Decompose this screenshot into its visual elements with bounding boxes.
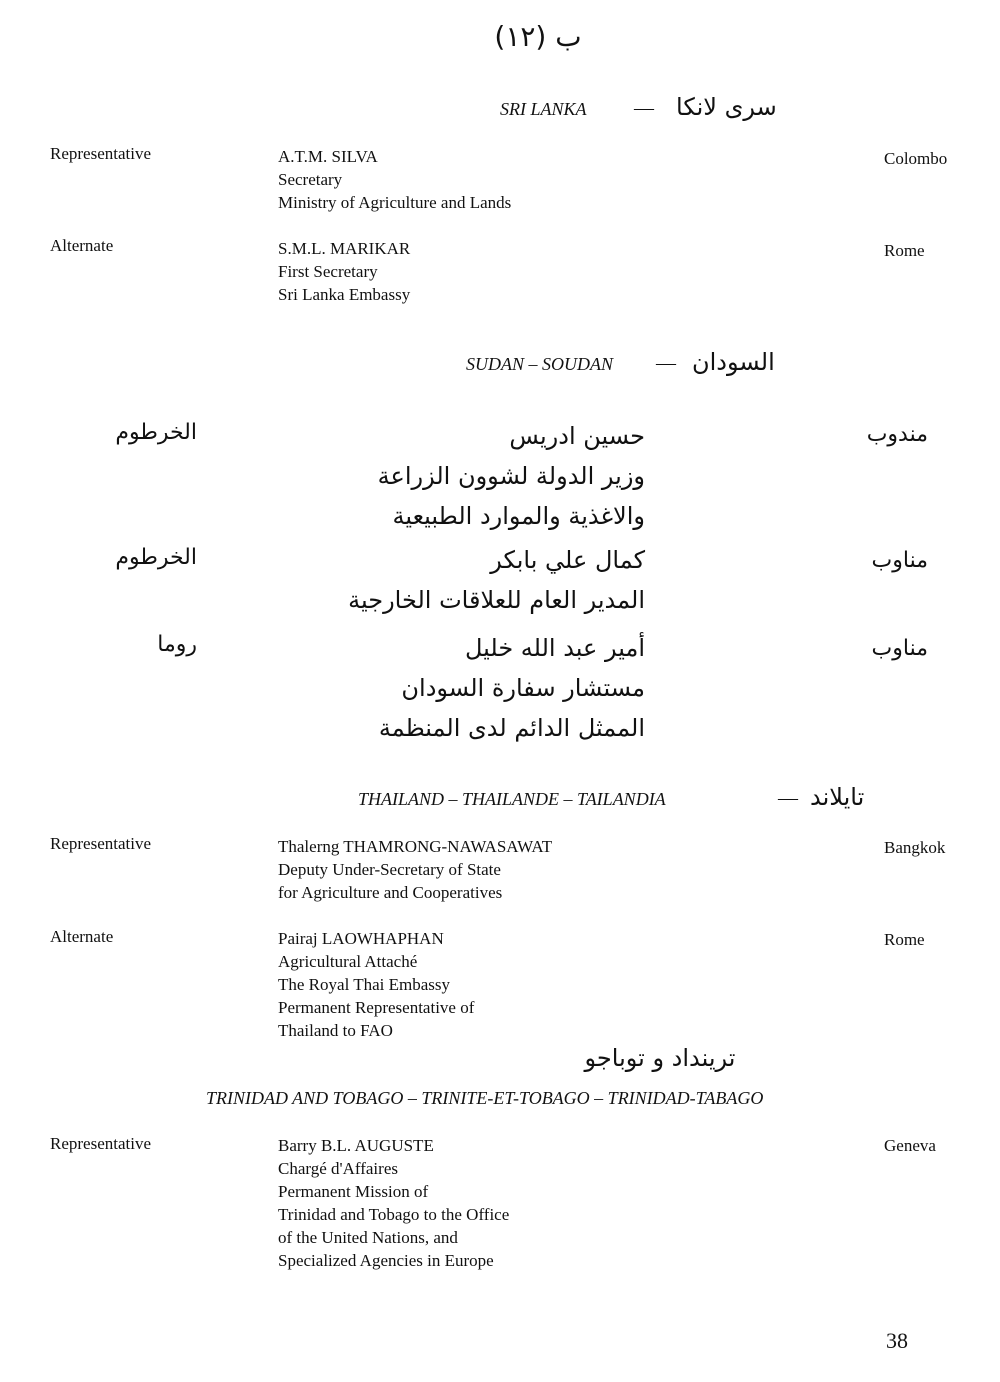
delegate-city: Rome xyxy=(884,930,925,949)
delegate-title: Chargé d'Affaires xyxy=(278,1159,398,1178)
role-label: Representative xyxy=(50,144,152,163)
delegate-city: Rome xyxy=(884,241,925,260)
delegate-title: Agricultural Attaché xyxy=(278,952,418,971)
role-label: مناوب xyxy=(871,636,928,661)
role-label: Representative xyxy=(50,834,152,853)
delegate-title: والاغذية والموارد الطبيعية xyxy=(392,502,645,530)
delegate-title: for Agriculture and Cooperatives xyxy=(278,883,503,902)
delegate-title: المدير العام للعلاقات الخارجية xyxy=(348,586,645,614)
delegate-block xyxy=(379,628,645,748)
delegate-title: Permanent Mission of xyxy=(278,1182,429,1201)
role-label: Alternate xyxy=(50,236,114,255)
delegate-city: الخرطوم xyxy=(115,420,197,445)
delegate-title: الممثل الدائم لدى المنظمة xyxy=(378,714,645,742)
delegate-title: Secretary xyxy=(278,170,343,189)
country-name-latin: TRINIDAD AND TOBAGO – TRINITE-ET-TOBAGO – TRINIDAD-TABAGO xyxy=(206,1088,764,1108)
delegate-block xyxy=(278,927,474,1042)
delegate-name: Pairaj LAOWHAPHAN xyxy=(278,929,444,948)
delegate-title: وزير الدولة لشوون الزراعة xyxy=(377,462,645,490)
role-label: Alternate xyxy=(50,927,114,946)
delegate-block xyxy=(278,145,511,214)
page-code: ب (١٢) xyxy=(494,20,582,53)
country-name-arabic: سرى لانكا xyxy=(676,93,777,121)
delegate-city: روما xyxy=(157,632,197,657)
delegate-name: أمير عبد الله خليل xyxy=(464,634,645,662)
delegate-name: كمال علي بابكر xyxy=(490,546,645,574)
delegate-block xyxy=(348,540,645,620)
delegate-block xyxy=(278,835,552,904)
country-heading-sudan xyxy=(466,350,806,384)
country-heading-sri-lanka xyxy=(500,95,820,129)
country-name-arabic: السودان xyxy=(692,348,775,376)
delegate-title: of the United Nations, and xyxy=(278,1228,458,1247)
delegate-block xyxy=(278,237,410,306)
delegate-title: Permanent Representative of xyxy=(278,998,475,1017)
role-label: مندوب xyxy=(866,422,928,447)
heading-dash: — xyxy=(778,787,798,809)
delegate-block xyxy=(278,1134,509,1272)
delegate-city: Bangkok xyxy=(884,838,946,857)
country-name-latin: THAILAND – THAILANDE – TAILANDIA xyxy=(358,789,666,809)
role-label: Representative xyxy=(50,1134,152,1153)
heading-dash: — xyxy=(656,352,676,374)
delegate-title: Ministry of Agriculture and Lands xyxy=(278,193,512,212)
role-label: مناوب xyxy=(871,548,928,573)
country-name-arabic: تايلاند xyxy=(810,783,865,811)
delegate-city: الخرطوم xyxy=(115,545,197,570)
delegate-name: S.M.L. MARIKAR xyxy=(278,239,411,258)
delegate-title: Specialized Agencies in Europe xyxy=(278,1251,494,1270)
delegate-title: Thailand to FAO xyxy=(278,1021,393,1040)
heading-dash: — xyxy=(634,97,654,119)
delegate-title: مستشار سفارة السودان xyxy=(401,674,645,702)
delegate-name: حسين ادريس xyxy=(509,422,645,450)
delegate-title: First Secretary xyxy=(278,262,378,281)
country-name-latin: SRI LANKA xyxy=(500,99,587,119)
delegate-city: Geneva xyxy=(884,1136,936,1155)
country-name-arabic: ترينداد و توباجو xyxy=(584,1044,736,1072)
delegate-title: Sri Lanka Embassy xyxy=(278,285,411,304)
delegate-name: Thalerng THAMRONG-NAWASAWAT xyxy=(278,837,553,856)
delegate-name: Barry B.L. AUGUSTE xyxy=(278,1136,434,1155)
delegate-title: Trinidad and Tobago to the Office xyxy=(278,1205,510,1224)
country-name-latin: SUDAN – SOUDAN xyxy=(466,354,613,374)
delegate-title: Deputy Under-Secretary of State xyxy=(278,860,501,879)
country-heading-thailand xyxy=(358,785,918,819)
delegate-block xyxy=(378,416,645,536)
delegate-name: A.T.M. SILVA xyxy=(278,147,378,166)
delegate-city: Colombo xyxy=(884,149,948,168)
page-number: 38 xyxy=(886,1328,908,1353)
delegate-title: The Royal Thai Embassy xyxy=(278,975,451,994)
